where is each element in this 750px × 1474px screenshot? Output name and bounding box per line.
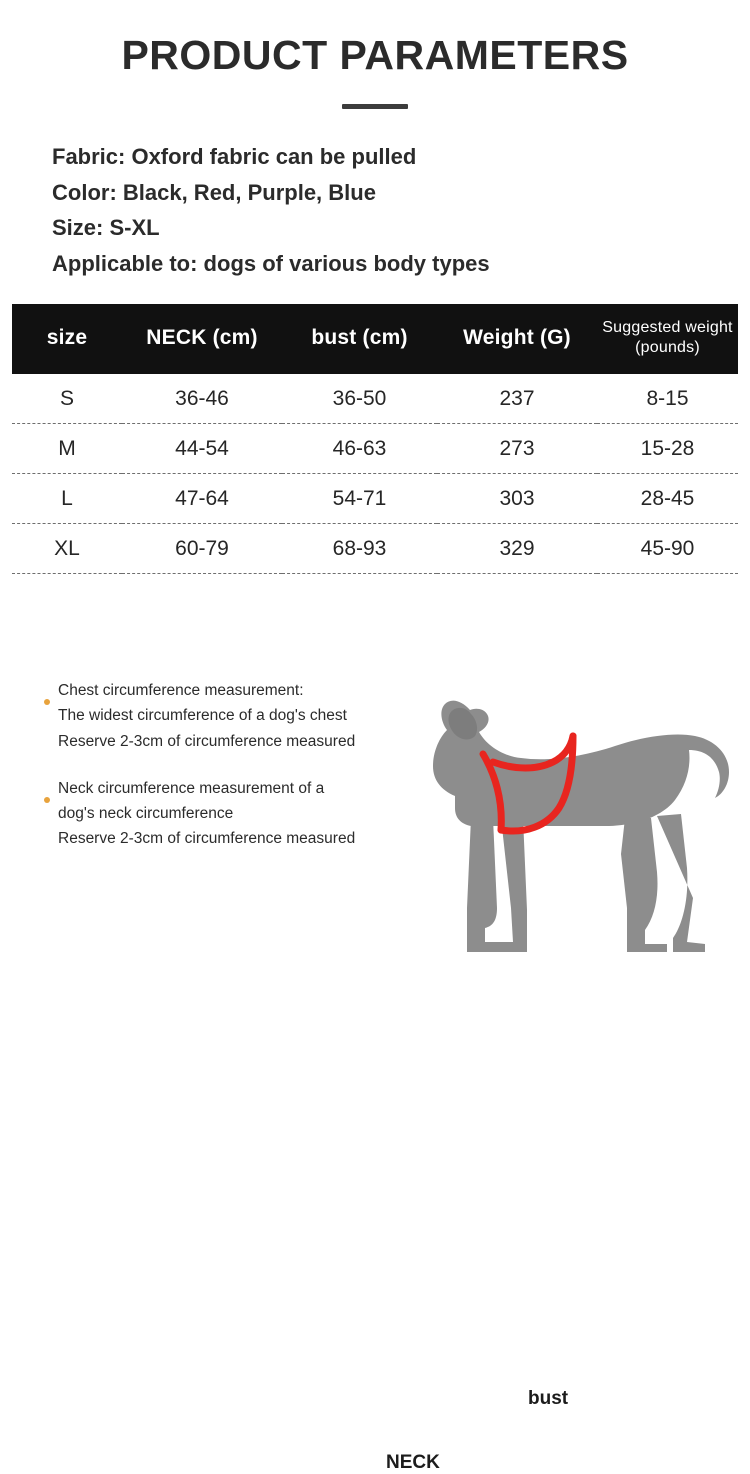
chest-note-line-1: Chest circumference measurement:: [58, 682, 304, 700]
cell-weight: 329: [437, 524, 597, 574]
page-title: PRODUCT PARAMETERS: [121, 32, 629, 78]
cell-bust: 54-71: [282, 474, 437, 524]
neck-label: NECK: [386, 1452, 440, 1474]
col-header-size: size: [46, 326, 88, 350]
cell-bust: 36-50: [282, 374, 437, 424]
cell-neck: 44-54: [122, 424, 282, 474]
table-row: [12, 374, 738, 424]
size-table: [12, 304, 738, 575]
cell-neck: 47-64: [122, 474, 282, 524]
dog-diagram: [375, 658, 735, 958]
col-header-bust: bust (cm): [311, 326, 408, 350]
table-body: [12, 374, 738, 574]
cell-suggested-weight: 28-45: [597, 474, 738, 524]
chest-note-line-3: Reserve 2-3cm of circumference measured: [58, 732, 356, 750]
cell-size: M: [12, 424, 122, 474]
neck-measurement-note: [44, 776, 414, 852]
spec-line-color: Color: Black, Red, Purple, Blue: [52, 179, 376, 205]
neck-note-line-1: Neck circumference measurement of a: [58, 779, 325, 797]
col-header-weight: Weight (G): [463, 326, 571, 350]
bust-label: bust: [528, 1388, 569, 1410]
cell-bust: 68-93: [282, 524, 437, 574]
measurement-section: [0, 666, 750, 1474]
table-row: [12, 474, 738, 524]
cell-neck: 36-46: [122, 374, 282, 424]
measurement-notes: [44, 678, 414, 874]
col-header-neck: NECK (cm): [146, 326, 258, 350]
cell-weight: 237: [437, 374, 597, 424]
spec-line-fabric: Fabric: Oxford fabric can be pulled: [52, 144, 417, 170]
cell-size: L: [12, 474, 122, 524]
neck-note-line-3: Reserve 2-3cm of circumference measured: [58, 830, 356, 848]
cell-suggested-weight: 45-90: [597, 524, 738, 574]
title-divider: [342, 104, 408, 109]
size-table-container: [12, 304, 738, 575]
table-row: [12, 424, 738, 474]
chest-note-line-2: The widest circumference of a dog's chest: [58, 707, 347, 725]
col-header-suggested-weight: Suggested weight (pounds): [602, 318, 733, 357]
neck-note-line-2: dog's neck circumference: [58, 805, 234, 823]
chest-measurement-note: [44, 678, 414, 754]
cell-weight: 273: [437, 424, 597, 474]
cell-suggested-weight: 8-15: [597, 374, 738, 424]
table-header: [12, 304, 738, 375]
cell-size: S: [12, 374, 122, 424]
spec-line-size: Size: S-XL: [52, 215, 160, 241]
cell-neck: 60-79: [122, 524, 282, 574]
bullet-icon: [44, 797, 50, 803]
cell-suggested-weight: 15-28: [597, 424, 738, 474]
cell-weight: 303: [437, 474, 597, 524]
table-row: [12, 524, 738, 574]
spec-list: [52, 139, 750, 282]
cell-bust: 46-63: [282, 424, 437, 474]
cell-size: XL: [12, 524, 122, 574]
spec-line-applicable: Applicable to: dogs of various body types: [52, 250, 490, 276]
bullet-icon: [44, 699, 50, 705]
dog-silhouette-icon: [375, 658, 735, 958]
table-header-row: [12, 304, 738, 375]
